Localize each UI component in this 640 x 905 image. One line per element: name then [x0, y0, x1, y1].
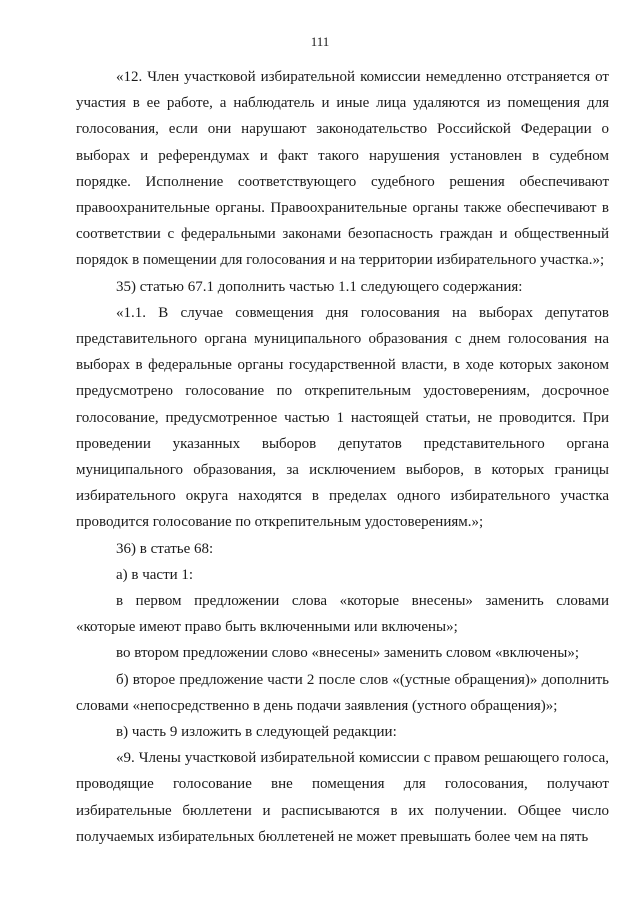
paragraph-first-sentence-change: в первом предложении слова «которые внесены» заменить словами «которые имеют право быть включенными или включены»;: [76, 593, 609, 636]
paragraph-item-35: 35) статью 67.1 дополнить частью 1.1 следующего содержания:: [116, 278, 523, 295]
page-number: 111: [310, 34, 330, 49]
paragraph-subitem-b: б) второе предложение части 2 после слов «(устные обращения)» дополнить словами «непосредственно в день подачи заявления (устного обращения)»;: [76, 671, 609, 714]
paragraph-item-12: «12. Член участковой избирательной комиссии немедленно отстраняется от участия в ее работе, а наблюдатель и иные лица удаляются из помещения для голосования, если они нарушают законодательство Российской Федерации о выборах и референдумах и факт такого нарушения установлен в судебном порядке. Исполнение соответствующего судебного решения обеспечивают правоохранительные органы. Правоохранительные органы также обеспечивают в соответствии с федеральными законами безопасность граждан и общественный порядок в помещении для голосования и на территории избирательного участка.»;: [76, 69, 609, 269]
paragraph-second-sentence-change: во втором предложении слово «внесены» заменить словом «включены»;: [116, 645, 579, 662]
document-body: [76, 64, 609, 850]
paragraph-subitem-v: в) часть 9 изложить в следующей редакции:: [116, 724, 397, 741]
paragraph-item-9: «9. Члены участковой избирательной комиссии с правом решающего голоса, проводящие голосование вне помещения для голосования, получают избирательные бюллетени и расписываются в их получении. Общее число получаемых избирательных бюллетеней не может превышать более чем на пять: [76, 750, 609, 845]
paragraph-item-36: 36) в статье 68:: [116, 540, 214, 557]
paragraph-subitem-a: а) в части 1:: [116, 566, 194, 583]
paragraph-item-1-1: «1.1. В случае совмещения дня голосования на выборах депутатов представительного органа муниципального образования с днем голосования на выборах в федеральные органы государственной власти, в ходе которых законом предусмотрено голосование по открепительным удостоверениям, досрочное голосование, предусмотренное частью 1 настоящей статьи, не проводится. При проведении указанных выборов депутатов представительного органа муниципального образования, за исключением выборов, в которых границы избирательного округа находятся в пределах одного избирательного участка проводится голосование по открепительным удостоверениям.»;: [76, 304, 609, 531]
